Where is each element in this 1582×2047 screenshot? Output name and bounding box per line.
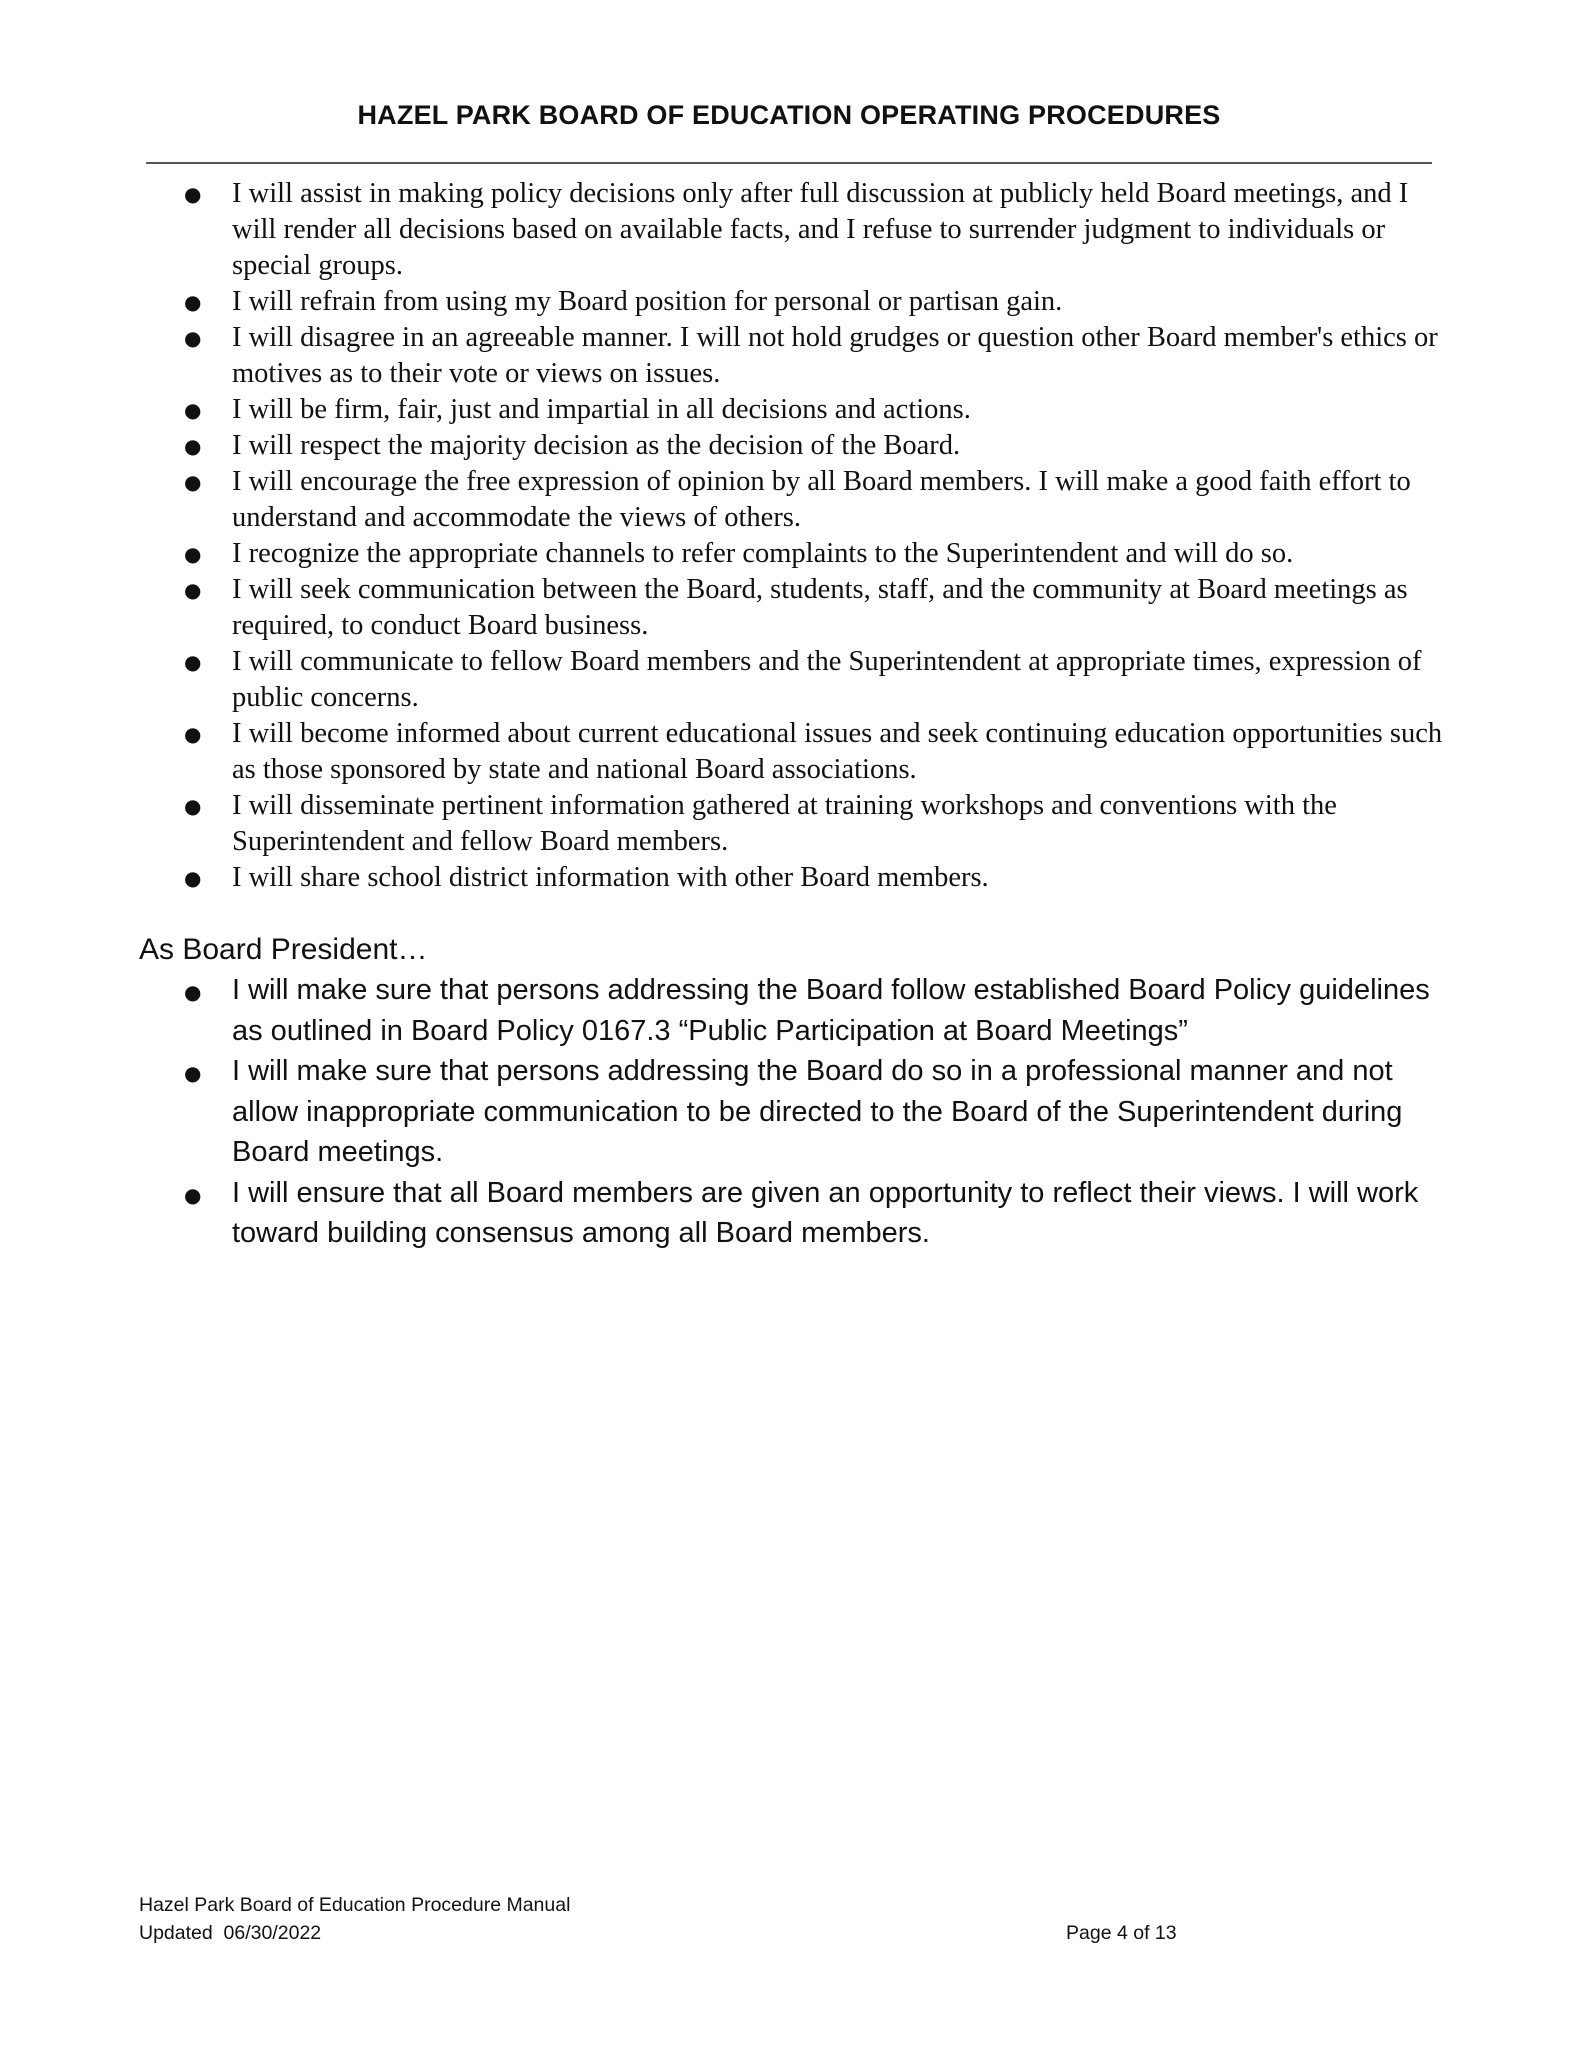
list-item-text: I will refrain from using my Board position for personal or partisan gain. [232,286,1063,317]
footer-updated-date: Updated 06/30/2022 [139,1922,322,1944]
list-item [146,788,1446,860]
list-item-text: I will make sure that persons addressing the Board follow established Board Policy guidelines as outlined in Board Policy 0167.3 “Public Participation at Board Meetings” [232,974,1430,1047]
page-footer [139,1891,570,1947]
list-item [146,536,1446,572]
list-item [146,860,1446,896]
list-item-text: I recognize the appropriate channels to refer complaints to the Superintendent and will do so. [232,538,1294,569]
footer-manual-title: Hazel Park Board of Education Procedure Manual [139,1894,571,1916]
bullet-icon: ● [184,182,202,206]
list-item [146,428,1446,464]
list-item-text: I will be firm, fair, just and impartial in all decisions and actions. [232,394,971,425]
list-item-text: I will share school district information with other Board members. [232,862,989,893]
list-item-text: I will ensure that all Board members are given an opportunity to reflect their views. I will work toward building consensus among all Board members. [232,1176,1419,1249]
bullet-icon: ● [184,578,202,602]
list-item-text: I will communicate to fellow Board members and the Superintendent at appropriate times, expression of public concerns. [232,646,1422,713]
list-item [146,320,1446,392]
list-item [146,1173,1446,1254]
bullet-icon: ● [184,542,202,566]
bullet-icon: ● [184,290,202,314]
member-commitments-list [146,176,1446,896]
bullet-icon: ● [184,1182,202,1207]
bullet-icon: ● [184,722,202,746]
list-item-text: I will make sure that persons addressing the Board do so in a professional manner and not allow inappropriate communication to be directed to the Board of the Superintendent during Board meetings. [232,1055,1403,1168]
list-item [146,1051,1446,1173]
bullet-icon: ● [184,866,202,890]
list-item-text: I will encourage the free expression of opinion by all Board members. I will make a good faith effort to understand and accommodate the views of others. [232,466,1411,533]
list-item [146,176,1446,284]
list-item [146,464,1446,536]
bullet-icon: ● [184,794,202,818]
list-item-text: I will disseminate pertinent information gathered at training workshops and conventions with the Superintendent and fellow Board members. [232,790,1337,857]
bullet-icon: ● [184,398,202,422]
list-item-text: I will assist in making policy decisions only after full discussion at publicly held Board meetings, and I will render all decisions based on available facts, and I refuse to surrender judgment to individuals or special groups. [232,178,1409,281]
bullet-icon: ● [184,434,202,458]
bullet-icon: ● [184,1061,202,1085]
list-item [146,572,1446,644]
bullet-icon: ● [184,470,202,494]
list-item [146,392,1446,428]
list-item [146,970,1446,1051]
list-item [146,716,1446,788]
president-commitments-list [146,970,1446,1254]
bullet-icon: ● [184,980,202,1004]
list-item [146,284,1446,320]
list-item-text: I will become informed about current educational issues and seek continuing education opportunities such as those sponsored by state and national Board associations. [232,718,1443,785]
footer-page-number: Page 4 of 13 [1066,1922,1177,1944]
list-item [146,644,1446,716]
bullet-icon: ● [184,650,202,674]
list-item-text: I will respect the majority decision as the decision of the Board. [232,430,961,461]
list-item-text: I will seek communication between the Board, students, staff, and the community at Board meetings as required, to conduct Board business. [232,574,1408,641]
page-header-title: HAZEL PARK BOARD OF EDUCATION OPERATING PROCEDURES [357,100,1221,130]
list-item-text: I will disagree in an agreeable manner. I will not hold grudges or question other Board member's ethics or motives as to their vote or views on issues. [232,322,1438,389]
board-president-heading: As Board President… [139,933,428,966]
bullet-icon: ● [184,326,202,350]
header-divider [146,162,1432,164]
